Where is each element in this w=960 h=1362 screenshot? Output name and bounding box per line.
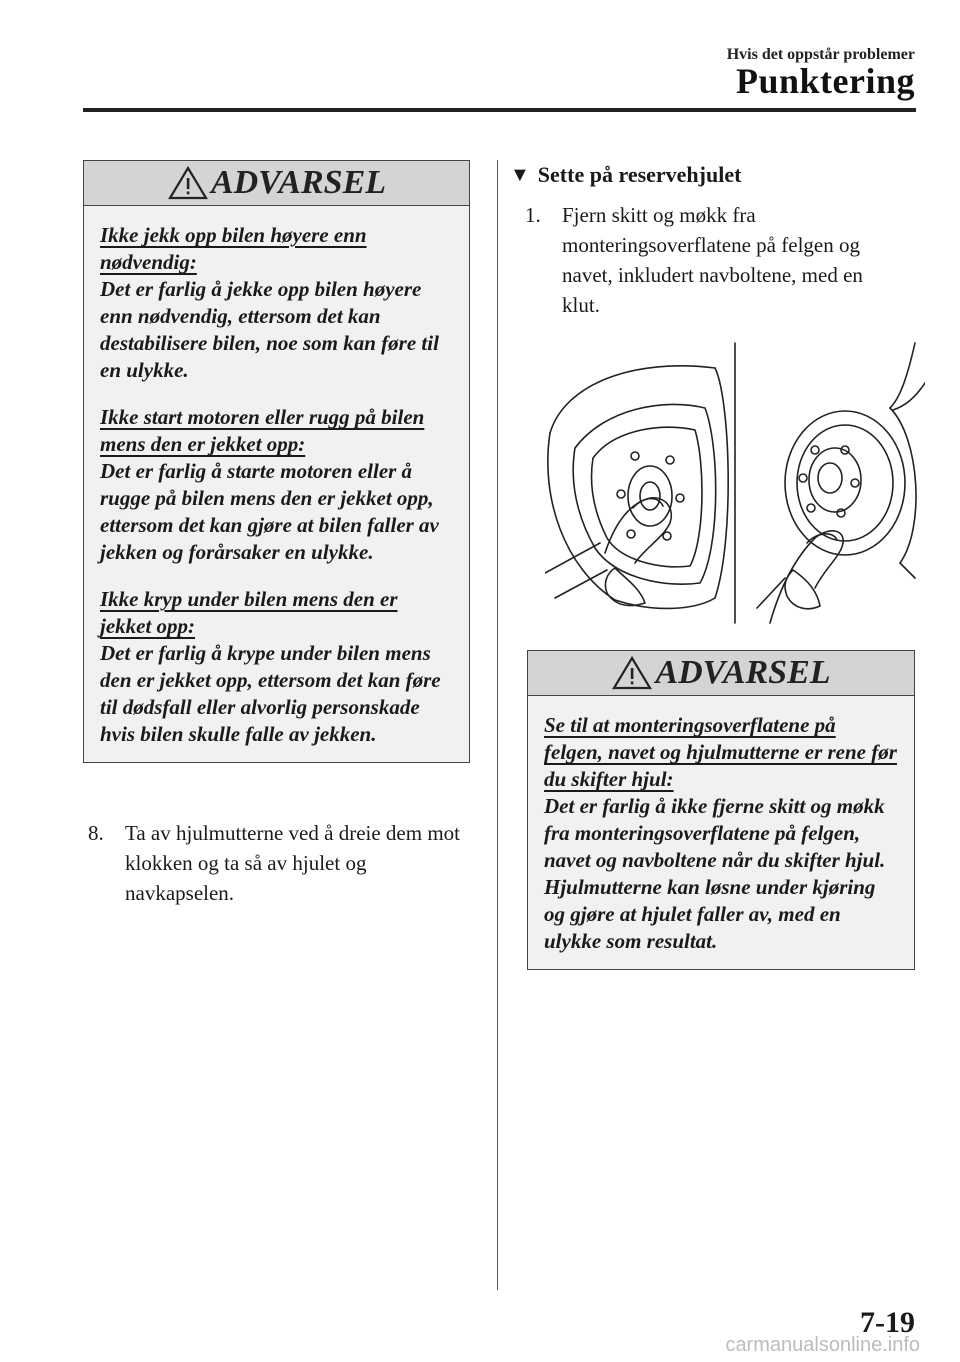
- warning-item-title: Se til at monteringsoverflatene på felgen, navet og hjulmutterne er rene før du skifter hjul:: [544, 713, 897, 791]
- warning-item: [544, 712, 898, 955]
- warning-heading-label: ADVARSEL: [655, 654, 831, 691]
- warning-item-title: Ikke start motoren eller rugg på bilen mens den er jekket opp:: [100, 405, 425, 456]
- warning-item: [100, 404, 453, 566]
- step-number: 8.: [88, 821, 104, 845]
- warning-heading: [528, 651, 914, 696]
- warning-item-body: Det er farlig å jekke opp bilen høyere enn nødvendig, ettersom det kan destabilisere bilen, noe som kan føre til en ulykke.: [100, 277, 439, 382]
- warning-triangle-icon: [167, 165, 209, 201]
- warning-item-body: Det er farlig å krype under bilen mens den er jekket opp, ettersom det kan føre til dødsfall eller alvorlig personskade hvis bilen skulle falle av jekken.: [100, 641, 441, 746]
- warning-box-left: [83, 160, 470, 763]
- header-rule: [83, 108, 916, 112]
- watermark: carmanualsonline.info: [725, 1334, 920, 1356]
- section-heading-label: Sette på reservehjulet: [537, 162, 742, 187]
- column-divider: [497, 160, 498, 1290]
- page-number: 7-19: [860, 1306, 915, 1339]
- warning-item: [100, 586, 453, 748]
- warning-item-body: Det er farlig å ikke fjerne skitt og møkk fra monteringsoverflatene på felgen, navet og navboltene når du skifter hjul. Hjulmutterne kan løsne under kjøring og gjøre at hjulet faller av, med en ulykke som resultat.: [544, 794, 886, 953]
- warning-body: [84, 206, 469, 762]
- warning-heading: [84, 161, 469, 206]
- step-text: Ta av hjulmutterne ved å dreie dem mot klokken og ta så av hjulet og navkapselen.: [125, 821, 460, 905]
- section-marker-icon: ▼: [510, 163, 530, 186]
- warning-triangle-icon: [611, 655, 653, 691]
- warning-body: [528, 696, 914, 969]
- warning-item-title: Ikke jekk opp bilen høyere enn nødvendig:: [100, 223, 367, 274]
- chapter-title: Hvis det oppstår problemer: [726, 46, 915, 63]
- step-8: [88, 818, 468, 908]
- warning-item-title: Ikke kryp under bilen mens den er jekket opp:: [100, 587, 398, 638]
- page-title: Punktering: [735, 61, 915, 101]
- step-number: 1.: [525, 203, 541, 227]
- warning-item: [100, 222, 453, 384]
- warning-item-body: Det er farlig å starte motoren eller å rugge på bilen mens den er jekket opp, ettersom det kan gjøre at bilen faller av jekken og forårsaker en ulykke.: [100, 459, 439, 564]
- wheel-cleaning-illustration: [545, 338, 925, 628]
- step-text: Fjern skitt og møkk fra monteringsoverflatene på felgen og navet, inkludert navboltene, med en klut.: [562, 203, 863, 317]
- warning-heading-label: ADVARSEL: [210, 164, 387, 201]
- section-heading: [510, 162, 741, 188]
- warning-box-right: [527, 650, 915, 970]
- step-1: [525, 200, 905, 320]
